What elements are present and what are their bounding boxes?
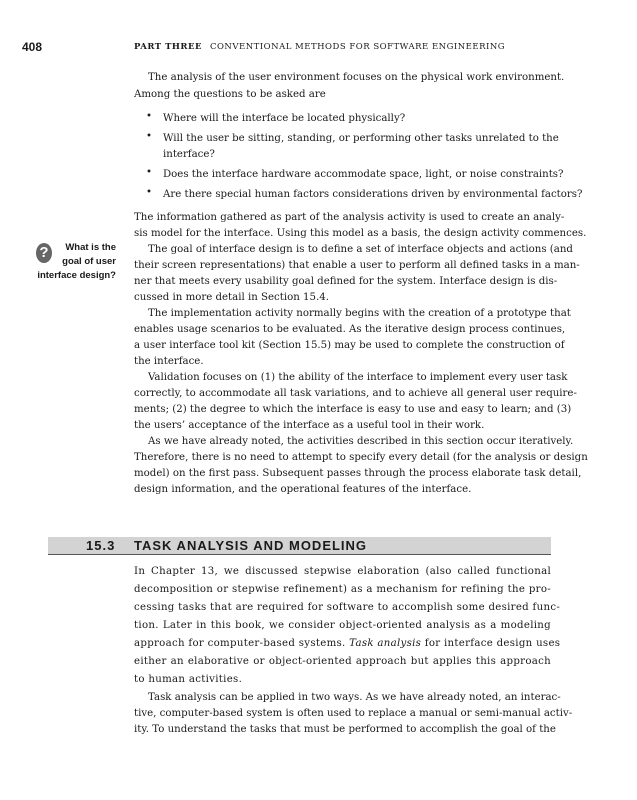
body-line: The implementation activity normally begins with the creation of a prototype that: [148, 308, 571, 319]
section-line: decomposition or stepwise refinement) as a mechanism for refining the pro-: [134, 584, 551, 595]
body-line: the users’ acceptance of the interface as a useful tool in their work.: [134, 420, 485, 431]
bullet-item: Where will the interface be located physically?: [163, 113, 406, 124]
body-line: their screen representations) that enable a user to perform all defined tasks in a man-: [134, 260, 580, 271]
section-line: to human activities.: [134, 674, 243, 685]
running-header: [134, 42, 505, 52]
bullet-item: Are there special human factors considerations driven by environmental factors?: [163, 189, 583, 200]
body-line: enables usage scenarios to be evaluated. As the iterative design process continues,: [134, 324, 566, 335]
body-line: model) on the first pass. Subsequent passes through the process elaborate task detail,: [134, 468, 582, 479]
margin-note-line: interface design?: [37, 270, 116, 281]
bullet-dot: •: [146, 187, 153, 198]
bullet-item-continued: interface?: [163, 149, 215, 160]
body-line: a user interface tool kit (Section 15.5) may be used to complete the construction of: [134, 340, 565, 351]
section-title: TASK ANALYSIS AND MODELING: [134, 538, 368, 553]
bullet-dot: •: [146, 167, 153, 178]
section-line-text: for interface design uses: [424, 638, 561, 649]
task-analysis-term: Task analysis: [349, 638, 422, 649]
section-line: [134, 636, 561, 651]
section-number: 15.3: [86, 538, 116, 553]
section-line: cessing tasks that are required for software to accomplish some desired func-: [134, 602, 561, 613]
margin-note-line: goal of user: [62, 256, 116, 267]
body-line: Validation focuses on (1) the ability of the interface to implement every user task: [148, 372, 568, 383]
section-line: tive, computer-based system is often used to replace a manual or semi-manual activ-: [134, 708, 573, 719]
body-line: cussed in more detail in Section 15.4.: [134, 292, 329, 303]
body-line: correctly, to accommodate all task variations, and to achieve all general user require-: [134, 388, 577, 399]
page-number: 408: [22, 40, 43, 54]
body-line: ments; (2) the degree to which the interface is easy to use and easy to learn; and (3): [134, 404, 572, 415]
bullet-dot: •: [146, 131, 153, 142]
bullet-item: Will the user be sitting, standing, or performing other tasks unrelated to the: [163, 133, 559, 144]
body-line: ner that meets every usability goal defined for the system. Interface design is dis-: [134, 276, 558, 287]
body-line: The information gathered as part of the analysis activity is used to create an analy-: [134, 212, 565, 223]
part-title: CONVENTIONAL METHODS FOR SOFTWARE ENGINEERING: [209, 42, 506, 52]
section-line: tion. Later in this book, we consider object-oriented analysis as a modeling: [134, 620, 551, 631]
body-line: As we have already noted, the activities described in this section occur iteratively.: [148, 436, 574, 447]
body-line: sis model for the interface. Using this model as a basis, the design activity commences.: [134, 228, 587, 239]
body-line: design information, and the operational features of the interface.: [134, 484, 472, 495]
body-line: The goal of interface design is to define a set of interface objects and actions (and: [148, 244, 573, 255]
body-line: the interface.: [134, 356, 204, 367]
body-line: Therefore, there is no need to attempt to specify every detail (for the analysis or design: [134, 452, 588, 463]
section-line-text: approach for computer-based systems.: [134, 638, 346, 649]
section-line: either an elaborative or object-oriented approach but applies this approach: [134, 656, 551, 667]
margin-note-line: What is the: [65, 242, 116, 253]
bullet-item: Does the interface hardware accommodate space, light, or noise constraints?: [163, 169, 564, 180]
intro-line: Among the questions to be asked are: [134, 89, 326, 100]
intro-line: The analysis of the user environment focuses on the physical work environment.: [148, 72, 565, 83]
section-line: Task analysis can be applied in two ways. As we have already noted, an interac-: [148, 692, 561, 703]
bullet-dot: •: [146, 111, 153, 122]
question-mark-icon: ?: [36, 243, 52, 263]
section-line: In Chapter 13, we discussed stepwise elaboration (also called functional: [134, 566, 551, 577]
part-label: PART THREE: [134, 42, 202, 52]
section-line: ity. To understand the tasks that must be performed to accomplish the goal of the: [134, 724, 556, 735]
margin-note: [36, 241, 116, 287]
